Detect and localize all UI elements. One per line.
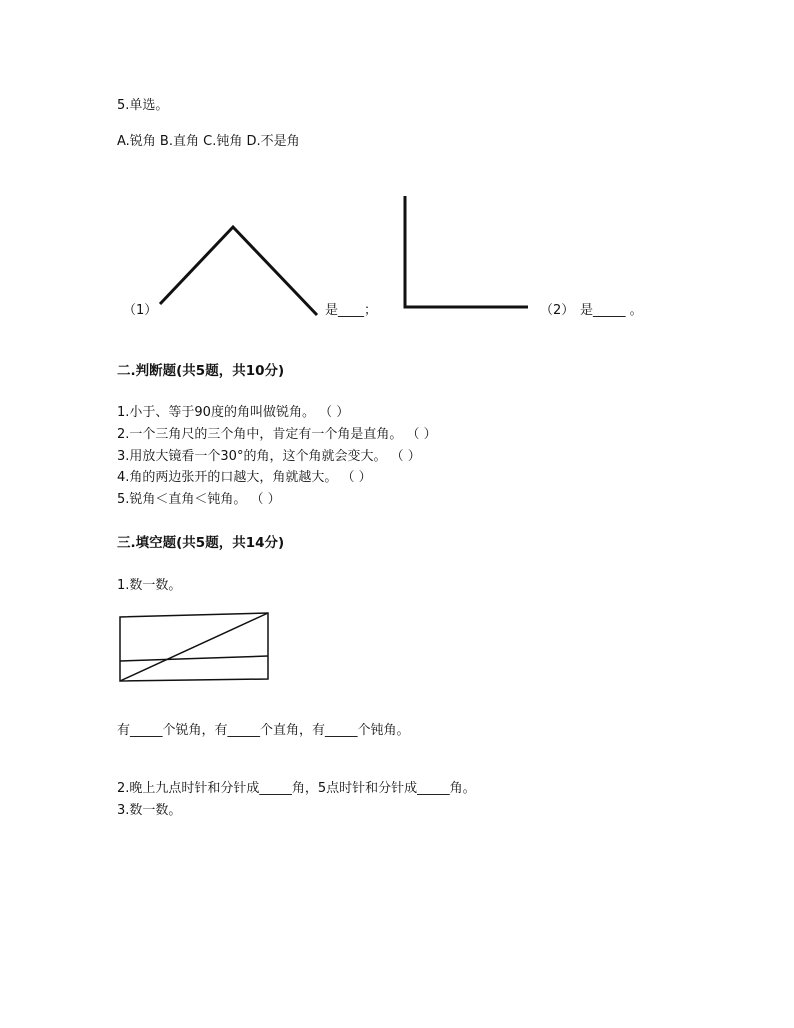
judge-item-2: 2.一个三角尺的三个角中，肯定有一个角是直角。 （ ） <box>117 427 437 442</box>
fill-q1-answer: 有_____个锐角，有_____个直角，有_____个钝角。 <box>117 723 410 738</box>
q5-options: A.锐角 B.直角 C.钝角 D.不是角 <box>117 134 300 149</box>
diagonal-line <box>120 613 268 681</box>
fill-q2: 2.晚上九点时针和分针成_____角，5点时针和分针成_____角。 <box>117 781 476 796</box>
judge-item-3: 3.用放大镜看一个30°的角，这个角就会变大。 （ ） <box>117 449 421 464</box>
horizontal-line <box>120 656 268 661</box>
fill-q3-title: 3.数一数。 <box>117 803 182 818</box>
fill-q1-title: 1.数一数。 <box>117 578 182 593</box>
judge-item-4: 4.角的两边张开的口越大，角就越大。 （ ） <box>117 470 372 485</box>
judge-item-1: 1.小于、等于90度的角叫做锐角。 （ ） <box>117 405 350 420</box>
section3-heading: 三.填空题(共5题，共14分) <box>117 535 285 551</box>
fig1-label: （1） <box>123 303 158 318</box>
section2-heading: 二.判断题(共5题，共10分) <box>117 363 285 379</box>
fig2-answer-blank: 是_____ 。 <box>580 303 643 318</box>
fig2-label: （2） <box>540 303 575 318</box>
fig1-answer-blank: 是____； <box>325 303 378 318</box>
judge-item-5: 5.锐角＜直角＜钝角。 （ ） <box>117 492 281 507</box>
q5-title: 5.单选。 <box>117 98 169 113</box>
